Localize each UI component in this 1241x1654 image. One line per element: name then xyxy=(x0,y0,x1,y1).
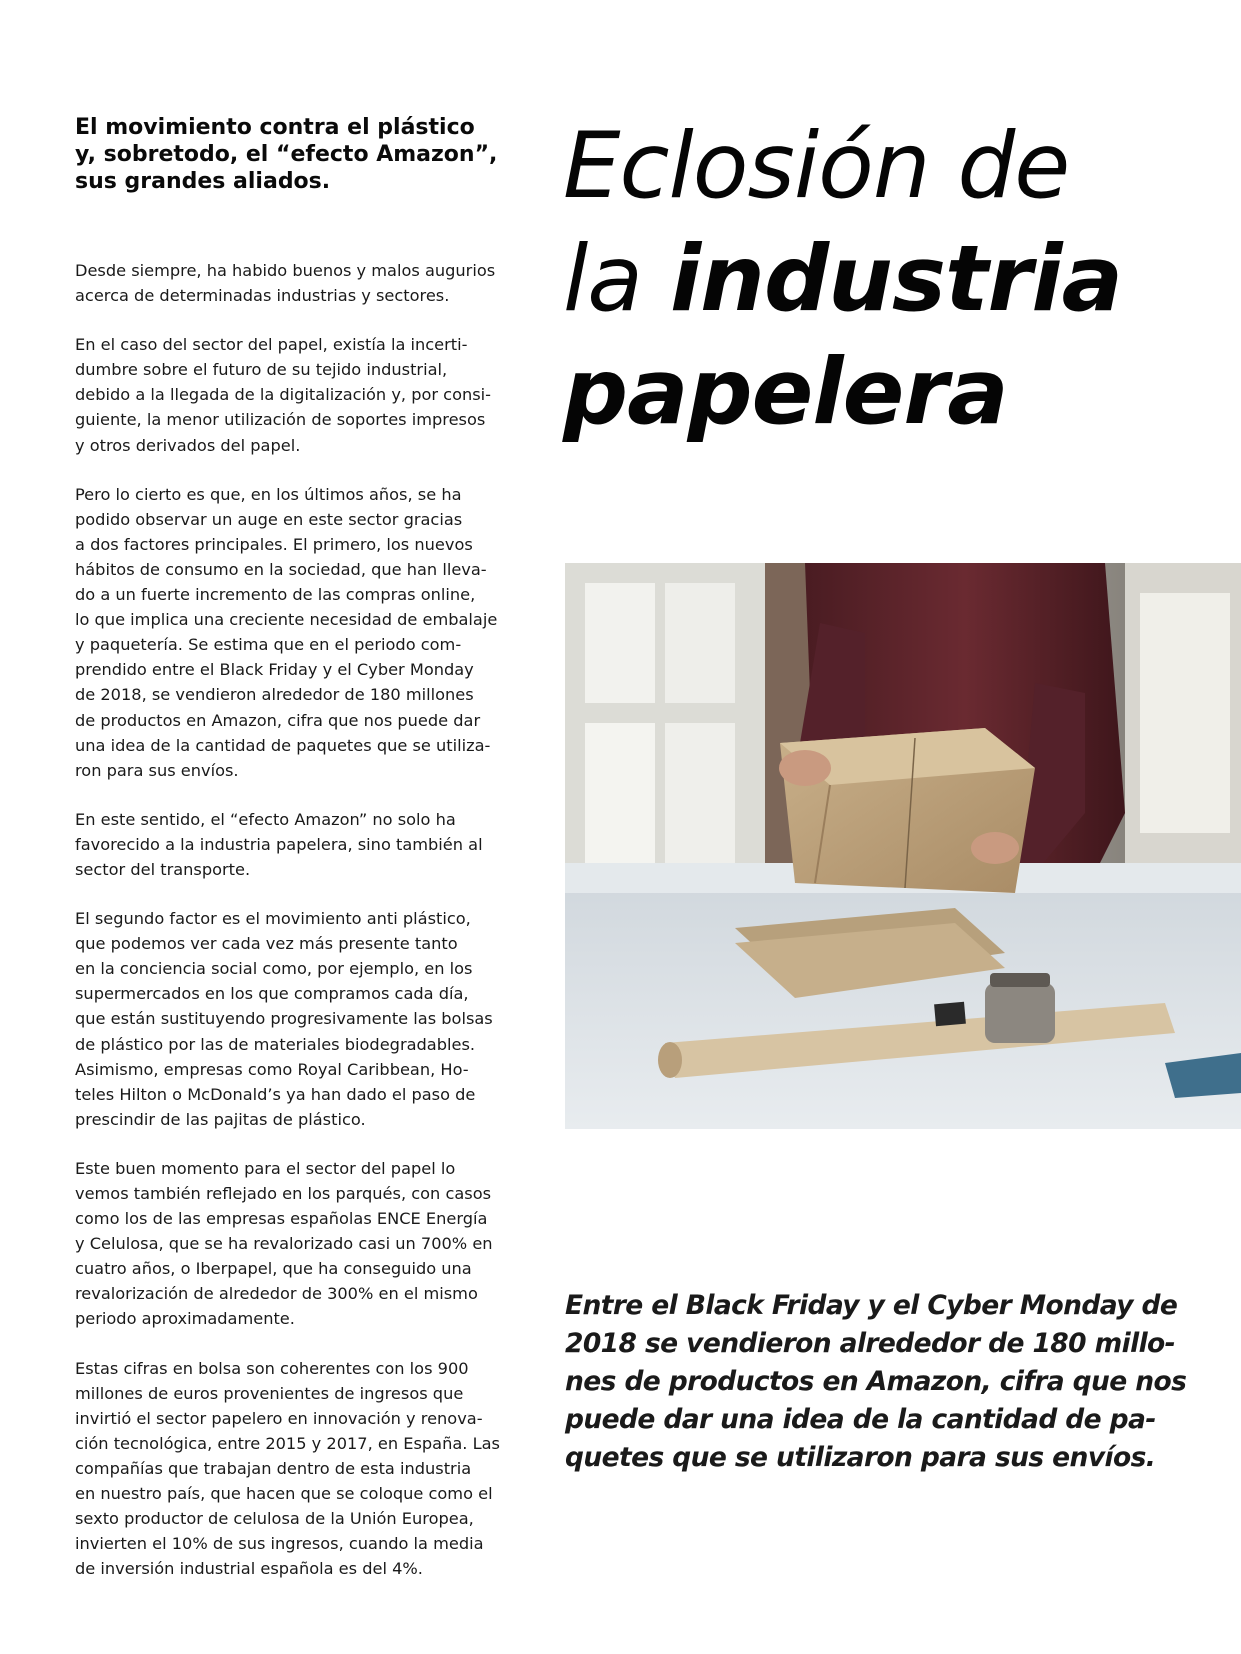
body-paragraph xyxy=(75,1156,537,1332)
packing-box-photo xyxy=(565,563,1241,1129)
pull-quote-line: puede dar una idea de la cantidad de pa- xyxy=(565,1404,1156,1435)
body-line: y Celulosa, que se ha revalorizado casi un 700% en xyxy=(75,1234,493,1254)
body-line: que podemos ver cada vez más presente tanto xyxy=(75,934,458,954)
headline-line xyxy=(563,223,1223,336)
body-line: ron para sus envíos. xyxy=(75,760,239,780)
body-line: prescindir de las pajitas de plástico. xyxy=(75,1109,366,1129)
article-headline xyxy=(563,110,1223,449)
body-line: en nuestro país, que hacen que se coloque como el xyxy=(75,1484,493,1504)
body-line: En el caso del sector del papel, existía la incerti- xyxy=(75,335,468,355)
body-line: El segundo factor es el movimiento anti plástico, xyxy=(75,909,471,929)
pull-quote-line: Entre el Black Friday y el Cyber Monday de xyxy=(565,1290,1178,1321)
body-line: y otros derivados del papel. xyxy=(75,435,301,455)
article-photo xyxy=(565,563,1241,1129)
body-line: de productos en Amazon, cifra que nos puede dar xyxy=(75,710,481,730)
headline-line: Eclosión de xyxy=(563,114,1070,219)
body-line: cuatro años, o Iberpapel, que ha conseguido una xyxy=(75,1259,472,1279)
body-paragraph xyxy=(75,807,537,882)
article-subtitle xyxy=(75,114,535,195)
subtitle-line: El movimiento contra el plástico xyxy=(75,115,475,140)
headline-word: industria xyxy=(669,227,1123,332)
body-line: como los de las empresas españolas ENCE Energía xyxy=(75,1209,488,1229)
body-line: compañías que trabajan dentro de esta industria xyxy=(75,1458,472,1478)
body-paragraph xyxy=(75,1356,537,1582)
pull-quote xyxy=(565,1287,1187,1477)
body-line: en la conciencia social como, por ejemplo, en los xyxy=(75,959,473,979)
headline-word: la xyxy=(563,227,670,332)
body-line: de plástico por las de materiales biodegradables. xyxy=(75,1034,476,1054)
body-paragraph xyxy=(75,332,537,457)
body-line: a dos factores principales. El primero, los nuevos xyxy=(75,534,473,554)
body-line: guiente, la menor utilización de soportes impresos xyxy=(75,410,486,430)
body-line: ción tecnológica, entre 2015 y 2017, en España. Las xyxy=(75,1433,500,1453)
body-line: Desde siempre, ha habido buenos y malos augurios xyxy=(75,261,496,280)
body-line: prendido entre el Black Friday y el Cyber Monday xyxy=(75,660,474,680)
subtitle-line: sus grandes aliados. xyxy=(75,169,331,194)
body-line: de inversión industrial española es del 4%. xyxy=(75,1559,423,1579)
article-body xyxy=(75,258,537,1605)
body-line: hábitos de consumo en la sociedad, que han lleva- xyxy=(75,559,487,579)
body-line: y paquetería. Se estima que en el periodo com- xyxy=(75,635,462,655)
body-line: sector del transporte. xyxy=(75,859,251,879)
body-line: En este sentido, el “efecto Amazon” no solo ha xyxy=(75,809,456,829)
body-line: millones de euros provenientes de ingresos que xyxy=(75,1383,464,1403)
body-line: revalorización de alrededor de 300% en el mismo xyxy=(75,1284,478,1304)
body-line: acerca de determinadas industrias y sectores. xyxy=(75,286,450,306)
body-line: vemos también reflejado en los parqués, con casos xyxy=(75,1184,492,1203)
body-line: Estas cifras en bolsa son coherentes con los 900 xyxy=(75,1358,469,1378)
body-line: supermercados en los que compramos cada día, xyxy=(75,984,469,1004)
pull-quote-line: nes de productos en Amazon, cifra que nos xyxy=(565,1366,1187,1397)
body-line: debido a la llegada de la digitalización y, por consi- xyxy=(75,385,492,405)
body-line: invierten el 10% de sus ingresos, cuando la media xyxy=(75,1534,484,1554)
pull-quote-line: 2018 se vendieron alrededor de 180 millo- xyxy=(565,1328,1176,1359)
body-paragraph xyxy=(75,258,537,308)
body-line: de 2018, se vendieron alrededor de 180 millones xyxy=(75,685,474,705)
body-line: teles Hilton o McDonald’s ya han dado el paso de xyxy=(75,1084,476,1104)
left-column xyxy=(75,114,535,195)
body-line: sexto productor de celulosa de la Unión Europea, xyxy=(75,1509,474,1529)
body-line: Pero lo cierto es que, en los últimos años, se ha xyxy=(75,484,462,504)
subtitle-line: y, sobretodo, el “efecto Amazon”, xyxy=(75,142,498,167)
body-line: lo que implica una creciente necesidad de embalaje xyxy=(75,610,498,630)
body-line: dumbre sobre el futuro de su tejido industrial, xyxy=(75,360,448,380)
body-line: periodo aproximadamente. xyxy=(75,1309,295,1329)
body-line: do a un fuerte incremento de las compras online, xyxy=(75,585,476,605)
body-line: Este buen momento para el sector del papel lo xyxy=(75,1158,456,1178)
body-paragraph xyxy=(75,906,537,1132)
body-line: que están sustituyendo progresivamente las bolsas xyxy=(75,1009,493,1029)
body-line: favorecido a la industria papelera, sino también al xyxy=(75,834,483,854)
body-line: Asimismo, empresas como Royal Caribbean, Ho- xyxy=(75,1059,469,1079)
headline-line: papelera xyxy=(563,340,1008,445)
body-paragraph xyxy=(75,482,537,783)
pull-quote-line: quetes que se utilizaron para sus envíos. xyxy=(565,1442,1156,1473)
body-line: invirtió el sector papelero en innovación y renova- xyxy=(75,1408,483,1428)
body-line: podido observar un auge en este sector gracias xyxy=(75,509,463,529)
body-line: una idea de la cantidad de paquetes que se utiliza- xyxy=(75,735,491,755)
